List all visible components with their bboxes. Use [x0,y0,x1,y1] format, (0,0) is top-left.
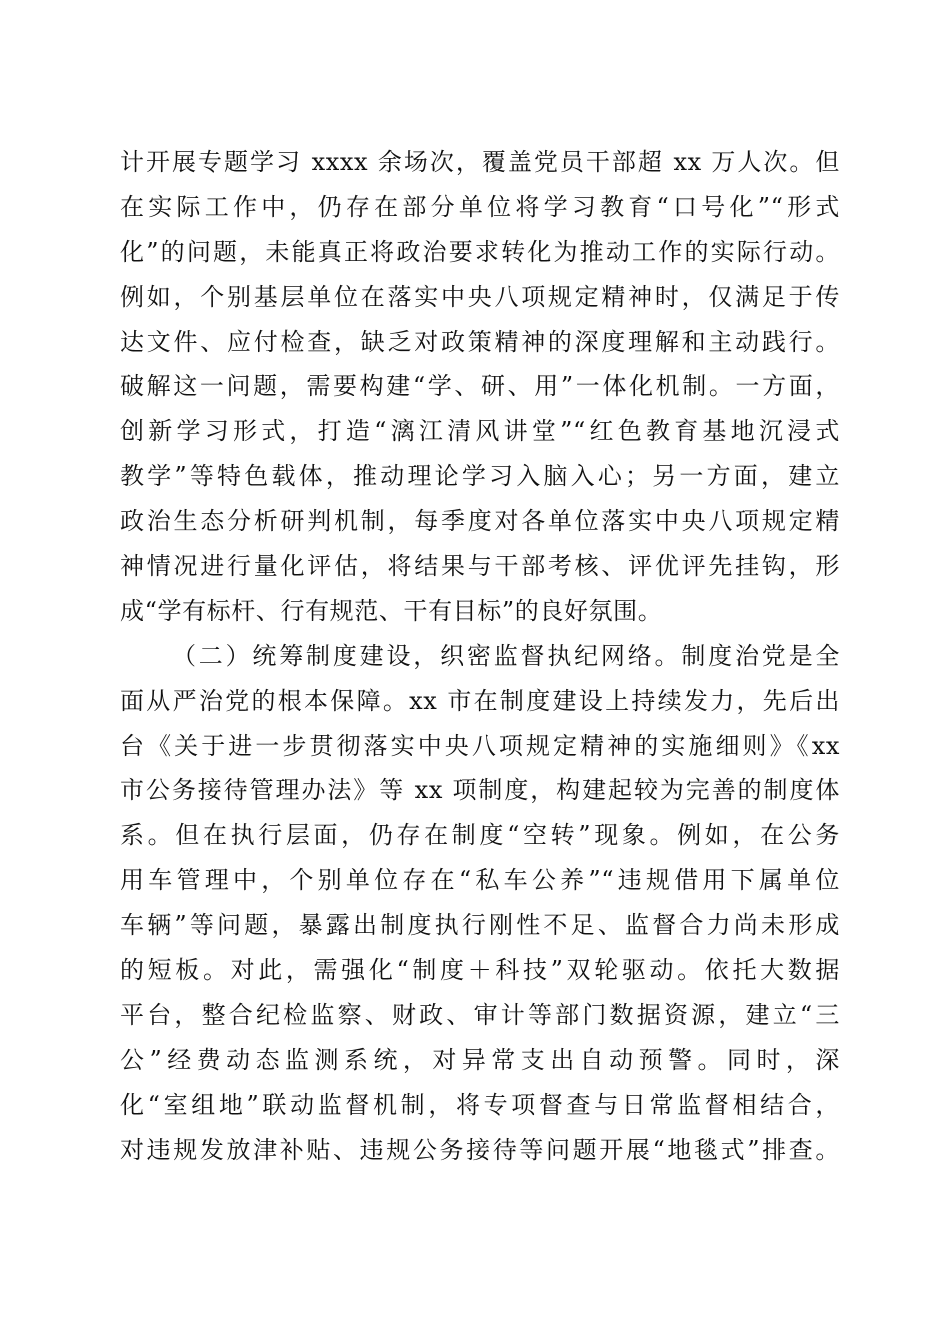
text-line: 计开展专题学习 xxxx 余场次，覆盖党员干部超 xx 万人次。但 [120,148,840,176]
text-line: 例如，个别基层单位在落实中央八项规定精神时，仅满足于传 [120,282,840,311]
text-line: 系。但在执行层面，仍存在制度“空转”现象。例如，在公务 [120,821,840,850]
text-line: 面从严治党的根本保障。xx 市在制度建设上持续发力，先后出 [120,686,840,715]
text-line: 在实际工作中，仍存在部分单位将学习教育“口号化”“形式 [120,192,840,221]
text-line: 政治生态分析研判机制，每季度对各单位落实中央八项规定精 [120,507,840,536]
text-line: 市公务接待管理办法》等 xx 项制度，构建起较为完善的制度体 [120,776,840,805]
text-line: 破解这一问题，需要构建“学、研、用”一体化机制。一方面， [120,372,840,401]
text-line: 的短板。对此，需强化“制度＋科技”双轮驱动。依托大数据 [120,956,840,985]
section-heading-line: （二）统筹制度建设，织密监督执纪网络。制度治党是全 [172,641,840,670]
text-line: 神情况进行量化评估，将结果与干部考核、评优评先挂钩，形 [120,552,840,581]
text-line: 成“学有标杆、行有规范、干有目标”的良好氛围。 [120,596,663,625]
text-line: 公”经费动态监测系统，对异常支出自动预警。同时，深 [120,1045,840,1074]
text-line: 平台，整合纪检监察、财政、审计等部门数据资源，建立“三 [120,1000,840,1029]
text-line: 化“室组地”联动监督机制，将专项督查与日常监督相结合， [120,1090,840,1119]
text-line: 达文件、应付检查，缺乏对政策精神的深度理解和主动践行。 [120,327,840,356]
text-line: 用车管理中，个别单位存在“私车公养”“违规借用下属单位 [120,866,840,895]
text-line: 创新学习形式，打造“漓江清风讲堂”“红色教育基地沉浸式 [120,417,840,446]
body-text [120,140,840,1172]
text-line: 化”的问题，未能真正将政治要求转化为推动工作的实际行动。 [120,237,840,266]
text-line: 教学”等特色载体，推动理论学习入脑入心；另一方面，建立 [120,462,840,491]
text-line: 台《关于进一步贯彻落实中央八项规定精神的实施细则》《xx [120,731,840,760]
text-line: 车辆”等问题，暴露出制度执行刚性不足、监督合力尚未形成 [120,911,840,940]
text-line: 对违规发放津补贴、违规公务接待等问题开展“地毯式”排查。 [120,1135,840,1164]
